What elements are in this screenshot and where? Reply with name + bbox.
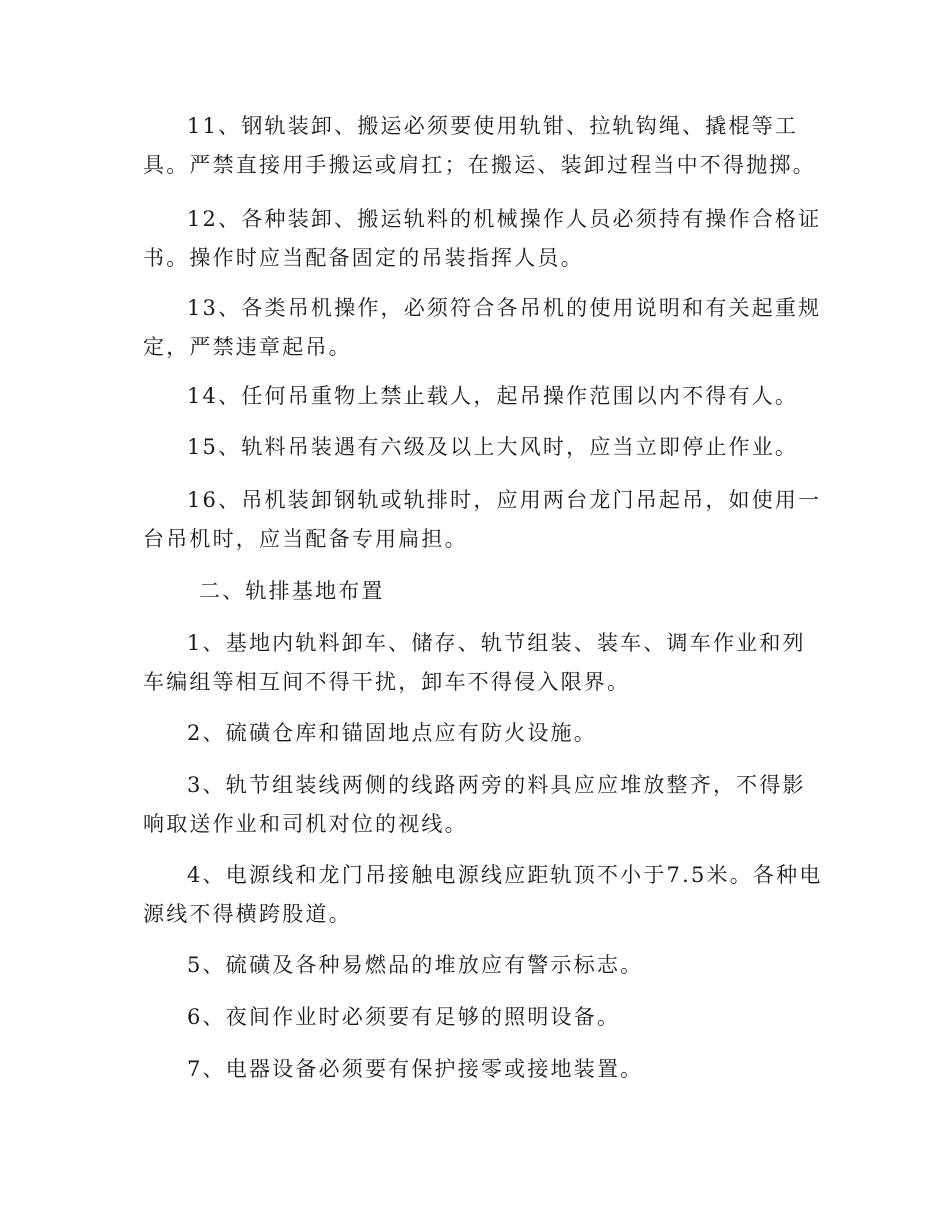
section-paragraph-3: 3、轨节组装线两侧的线路两旁的料具应应堆放整齐，不得影响取送作业和司机对位的视线。 bbox=[143, 773, 806, 836]
section-paragraph-4: 4、电源线和龙门吊接触电源线应距轨顶不小于7.5米。各种电源线不得横跨股道。 bbox=[143, 863, 823, 926]
paragraph-14: 14、任何吊重物上禁止载人，起吊操作范围以内不得有人。 bbox=[187, 384, 799, 408]
paragraph-13: 13、各类吊机操作，必须符合各吊机的使用说明和有关起重规定，严禁违章起吊。 bbox=[143, 296, 822, 359]
section-paragraph-2: 2、硫磺仓库和锚固地点应有防火设施。 bbox=[187, 721, 597, 745]
section-paragraph-1: 1、基地内轨料卸车、储存、轨节组装、装车、调车作业和列车编组等相互间不得干扰，卸车不得侵入限界。 bbox=[143, 631, 806, 694]
section-heading: 二、轨排基地布置 bbox=[199, 579, 385, 603]
section-paragraph-7: 7、电器设备必须要有保护接零或接地装置。 bbox=[187, 1057, 644, 1081]
section-paragraph-6: 6、夜间作业时必须要有足够的照明设备。 bbox=[187, 1005, 621, 1029]
paragraph-11: 11、钢轨装卸、搬运必须要使用轨钳、拉轨钩绳、撬棍等工具。严禁直接用手搬运或肩扛；在搬运、装卸过程当中不得抛掷。 bbox=[143, 114, 816, 177]
paragraph-15: 15、轨料吊装遇有六级及以上大风时，应当立即停止作业。 bbox=[187, 435, 799, 459]
section-paragraph-5: 5、硫磺及各种易燃品的堆放应有警示标志。 bbox=[187, 953, 644, 977]
paragraph-16: 16、吊机装卸钢轨或轨排时，应用两台龙门吊起吊，如使用一台吊机时，应当配备专用扁担。 bbox=[143, 488, 822, 551]
paragraph-12: 12、各种装卸、搬运轨料的机械操作人员必须持有操作合格证书。操作时应当配备固定的吊装指挥人员。 bbox=[143, 207, 822, 270]
